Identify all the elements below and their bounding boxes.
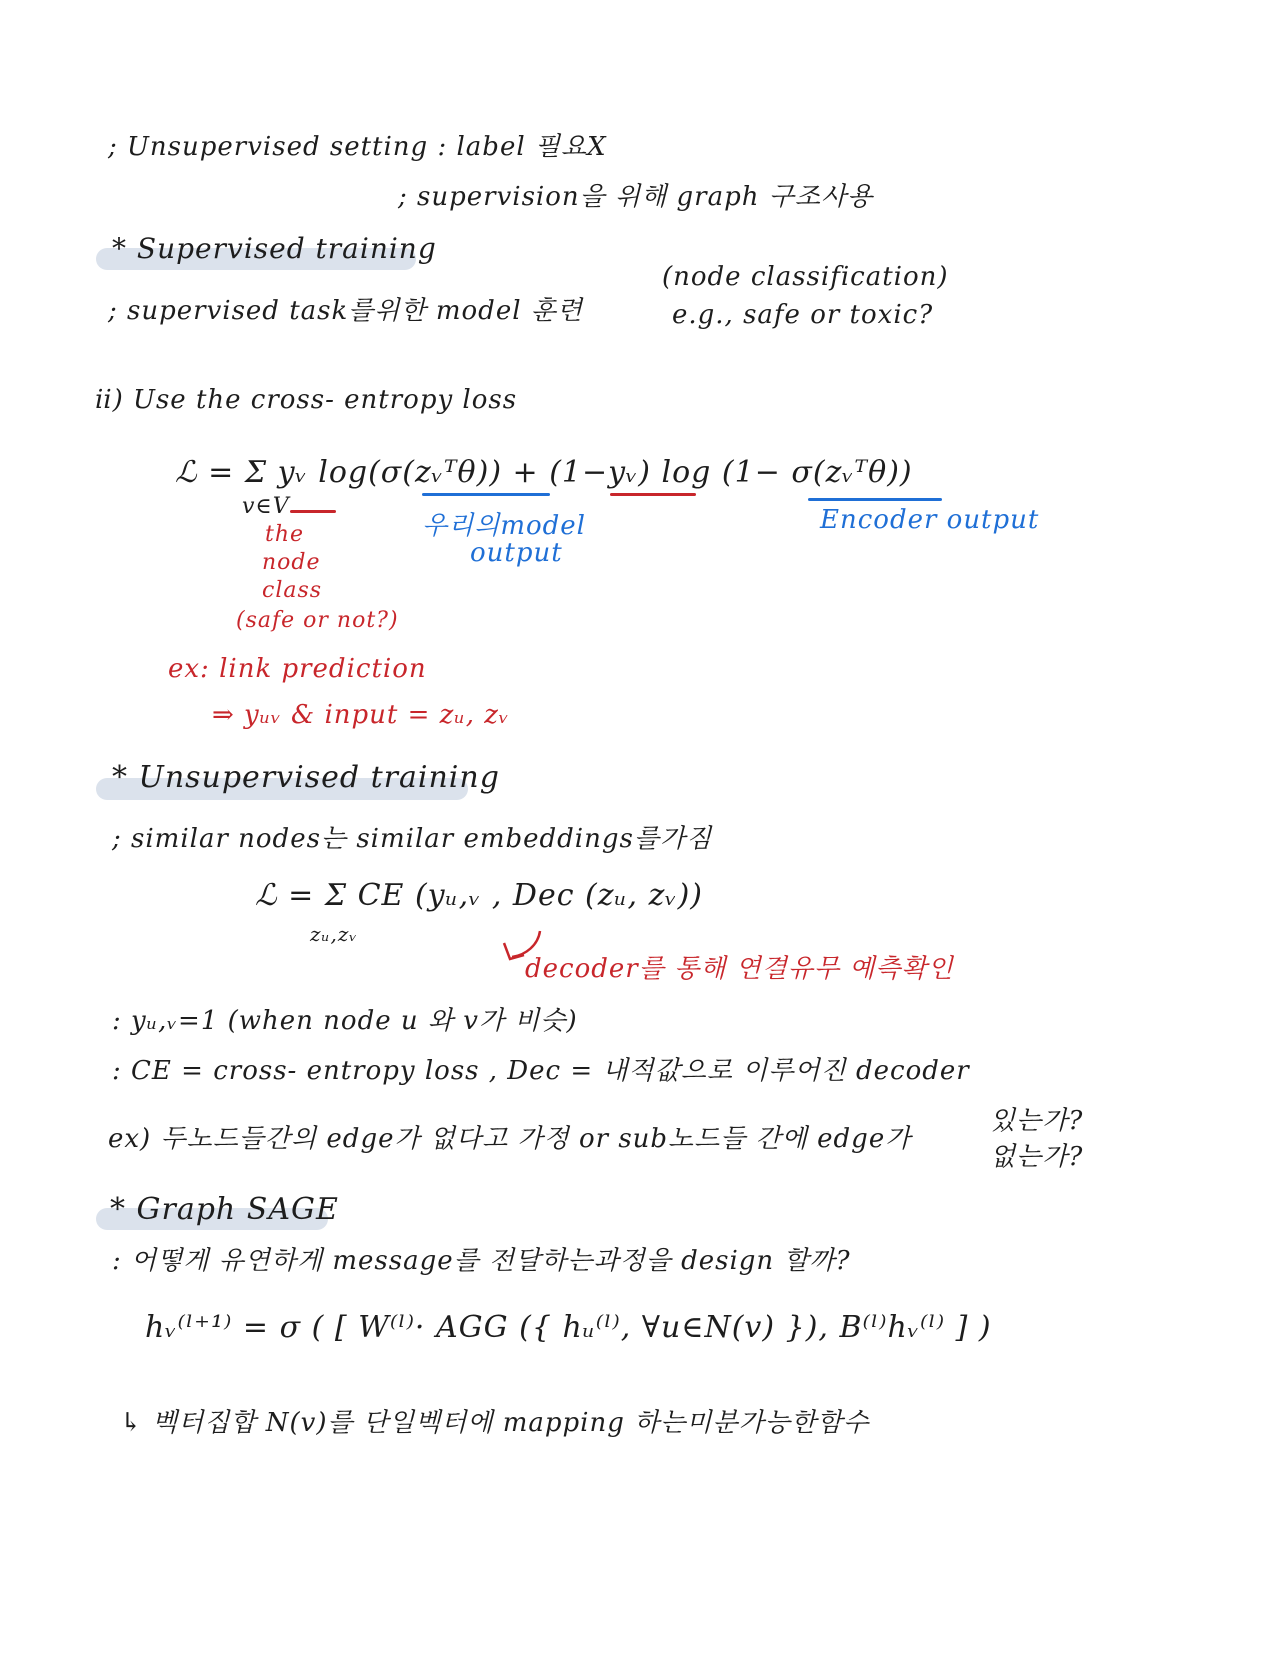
yuv-condition-note: : yᵤ,ᵥ=1 (when node u 와 v가 비슷) bbox=[112, 1006, 578, 1036]
yv-underline bbox=[290, 510, 336, 513]
node-class-note-line4: (safe or not?) bbox=[236, 608, 399, 633]
model-output-underline bbox=[422, 493, 550, 496]
ce-dec-definition-note: : CE = cross- entropy loss , Dec = 내적값으로 이루어진 decoder bbox=[112, 1056, 970, 1086]
supervised-heading: * Supervised training bbox=[112, 232, 437, 265]
unsupervised-description: ; similar nodes는 similar embeddings를가짐 bbox=[112, 824, 713, 854]
sum-subscript-v-in-V: v∈V bbox=[242, 494, 290, 519]
encoder-output-label: Encoder output bbox=[820, 505, 1040, 535]
supervised-note-example: e.g., safe or toxic? bbox=[672, 300, 934, 330]
node-class-note-line1: the bbox=[265, 522, 305, 547]
graphsage-description: : 어떻게 유연하게 message를 전달하는과정을 design 할까? bbox=[112, 1246, 851, 1276]
graphsage-heading: * Graph SAGE bbox=[110, 1192, 339, 1227]
unsupervised-setting-line2: ; supervision을 위해 graph 구조사용 bbox=[398, 182, 874, 212]
node-class-note-line3: class bbox=[262, 578, 323, 603]
supervised-note-classification: (node classification) bbox=[662, 262, 949, 292]
supervised-description: ; supervised task를위한 model 훈련 bbox=[108, 296, 584, 326]
unsupervised-setting-line1: ; Unsupervised setting : label 필요X bbox=[108, 132, 607, 162]
model-output-label-2: output bbox=[470, 538, 563, 568]
link-prediction-example: ex: link prediction bbox=[168, 654, 427, 684]
edge-assumption-example: ex) 두노드들간의 edge가 없다고 가정 or sub노드들 간에 edge가 bbox=[108, 1124, 912, 1154]
node-class-note-line2: node bbox=[262, 550, 321, 575]
one-minus-yv-underline bbox=[610, 493, 696, 496]
model-output-label-1: 우리의model bbox=[422, 511, 587, 541]
use-cross-entropy-text: ⅱ) Use the cross- entropy loss bbox=[95, 385, 518, 415]
edge-absent-question: 없는가? bbox=[990, 1142, 1084, 1172]
supervised-loss-formula: ℒ = Σ yᵥ log(σ(zᵥᵀθ)) + (1−yᵥ) log (1− σ(zᵥᵀθ)) bbox=[175, 455, 913, 490]
unsupervised-heading: * Unsupervised training bbox=[112, 760, 500, 795]
edge-exists-question: 있는가? bbox=[990, 1106, 1084, 1136]
link-prediction-input: ⇒ yᵤᵥ & input = zᵤ, zᵥ bbox=[212, 700, 510, 730]
encoder-output-underline bbox=[808, 498, 942, 501]
sum-subscript-zu-zv: zᵤ,zᵥ bbox=[310, 922, 358, 946]
decoder-note: decoder를 통해 연결유무 예측확인 bbox=[525, 954, 954, 984]
graphsage-update-formula: hᵥ⁽ˡ⁺¹⁾ = σ ( [ W⁽ˡ⁾· AGG ({ hᵤ⁽ˡ⁾, ∀u∈N(v) }), B⁽ˡ⁾hᵥ⁽ˡ⁾ ] ) bbox=[145, 1310, 992, 1345]
aggregation-function-note: ↳ 벡터집합 N(v)를 단일벡터에 mapping 하는미분가능한함수 bbox=[120, 1408, 870, 1438]
unsupervised-loss-formula: ℒ = Σ CE (yᵤ,ᵥ , Dec (zᵤ, zᵥ)) bbox=[255, 878, 703, 913]
